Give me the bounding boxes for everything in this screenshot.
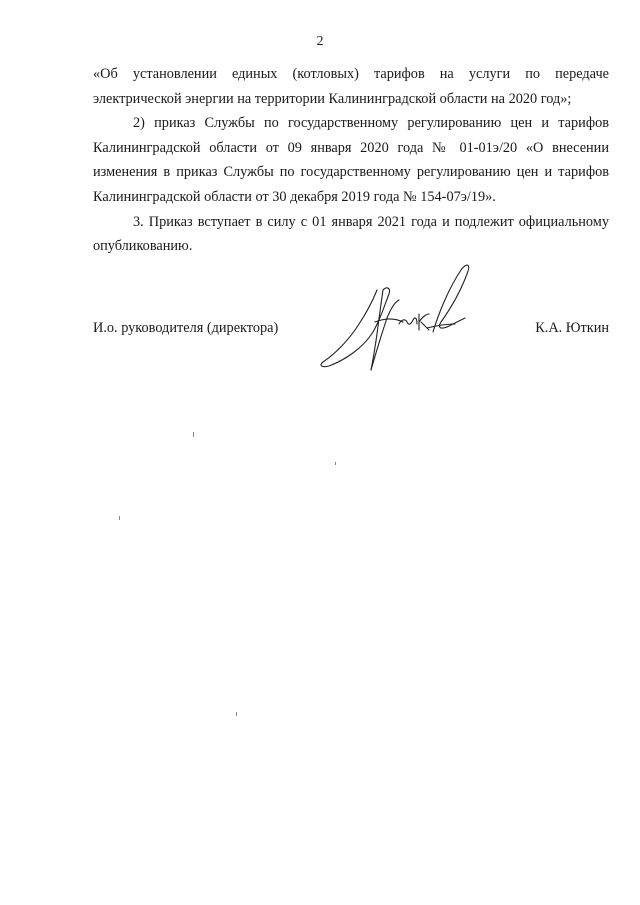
handwritten-signature <box>315 252 475 377</box>
document-body <box>93 62 609 259</box>
signer-name: К.А. Юткин <box>535 320 609 336</box>
signer-title: И.о. руководителя (директора) <box>93 320 279 336</box>
scan-speck <box>236 712 237 716</box>
scan-speck <box>335 462 336 465</box>
paragraph-item-3: 3. Приказ вступает в силу с 01 января 2021 года и подлежит официальному опубликованию. <box>93 213 609 255</box>
paragraph-continuation: «Об установлении единых (котловых) тарифов на услуги по передаче электрической энергии на территории Калининградской области на 2020 год»; <box>93 66 609 107</box>
paragraph-item-2: 2) приказ Службы по государственному регулированию цен и тарифов Калининградской области от 09 января 2020 года № 01-01э/20 «О внесении изменения в приказ Службы по государственному регулированию цен и тарифов Калининградской области от 30 декабря 2019 года № 154-07э/19». <box>93 115 609 205</box>
scan-speck <box>193 432 194 437</box>
scan-speck <box>119 516 120 520</box>
page-number: 2 <box>316 34 324 49</box>
